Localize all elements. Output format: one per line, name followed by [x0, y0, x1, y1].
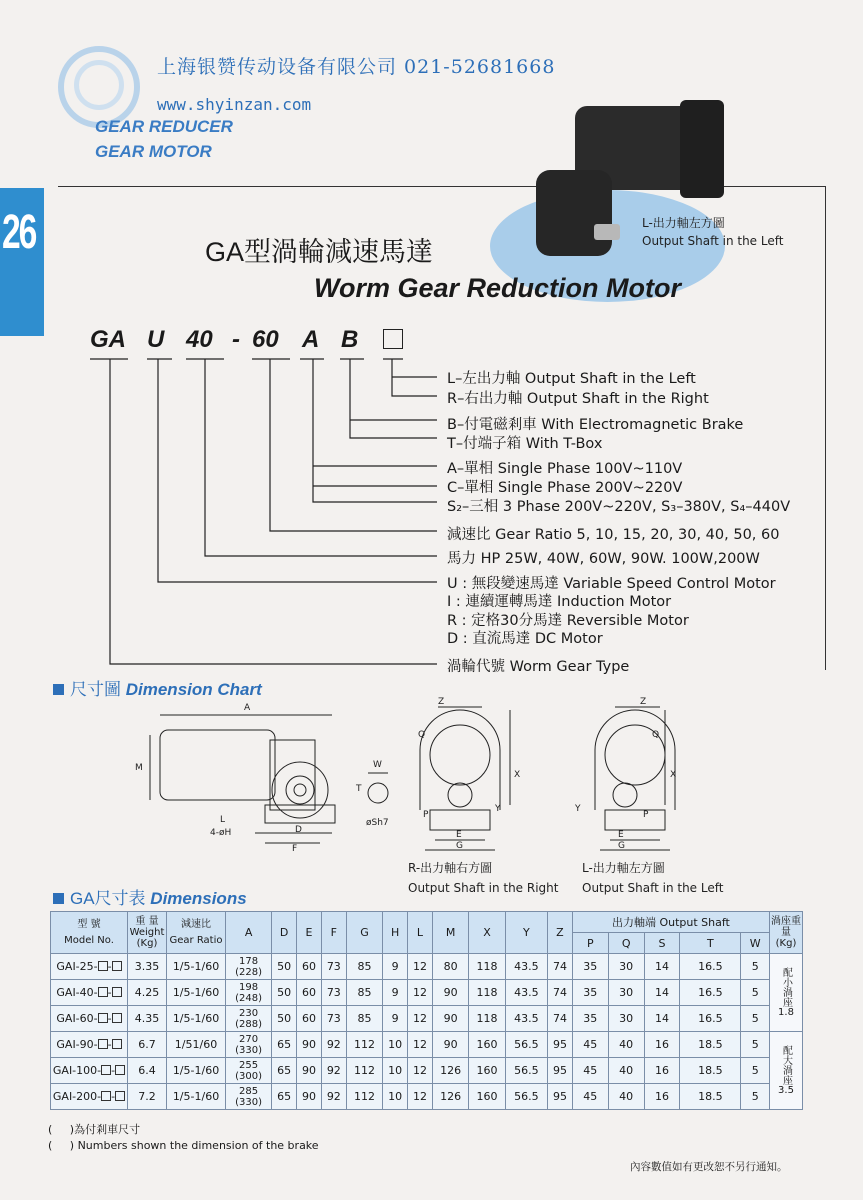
cell-weight: 4.35 [128, 1006, 167, 1032]
cell-t: 16.5 [680, 980, 741, 1006]
dim-label-z-right: Z [438, 697, 445, 707]
category-gear-reducer: GEAR REDUCER [95, 117, 233, 136]
desc-gear-ratio: 減速比 Gear Ratio 5, 10, 15, 20, 30, 40, 50, 60 [447, 527, 780, 543]
placeholder-box [101, 1065, 111, 1075]
cell-x: 160 [469, 1058, 505, 1084]
desc-phase-c: C–單相 Single Phase 200V~220V [447, 480, 683, 496]
cell-g: 85 [346, 1006, 382, 1032]
cell-q: 40 [608, 1084, 644, 1110]
cell-s: 16 [644, 1058, 680, 1084]
drawing-caption-left: L-出力軸左方圖 Output Shaft in the Left [582, 861, 724, 895]
note-brake-en: ( ) Numbers shown the dimension of the brake [48, 1139, 319, 1152]
code-part-a: A [302, 326, 320, 353]
dim-label-sh7: øSh7 [366, 818, 389, 828]
cell-d: 65 [272, 1058, 297, 1084]
table-row [51, 1032, 803, 1058]
cell-w: 5 [741, 954, 770, 980]
code-part-40: 40 [186, 326, 213, 353]
cell-e: 60 [297, 954, 322, 980]
dimension-drawings [120, 695, 720, 855]
cell-model: GAI-90- - [51, 1032, 128, 1058]
th-col-t: T [680, 933, 741, 954]
cell-ratio: 1/5-1/60 [167, 980, 226, 1006]
cell-y: 43.5 [505, 980, 547, 1006]
cell-ratio: 1/5-1/60 [167, 1006, 226, 1032]
cell-q: 40 [608, 1058, 644, 1084]
table-row [51, 954, 803, 980]
cell-m: 80 [432, 954, 468, 980]
cell-m: 126 [432, 1084, 468, 1110]
cell-ratio: 1/51/60 [167, 1032, 226, 1058]
cell-s: 16 [644, 1032, 680, 1058]
cell-ratio: 1/5-1/60 [167, 1084, 226, 1110]
cell-x: 160 [469, 1084, 505, 1110]
th-col-e: E [297, 912, 322, 954]
category-gear-motor: GEAR MOTOR [95, 142, 212, 161]
th-col-g: G [346, 912, 382, 954]
drawing-caption-right: R-出力軸右方圖 Output Shaft in the Right [408, 861, 559, 895]
cell-weight: 4.25 [128, 980, 167, 1006]
cell-f: 92 [321, 1084, 346, 1110]
th-col-m: M [432, 912, 468, 954]
th-weight: 重 量 Weight (Kg) [128, 912, 167, 954]
dim-label-w: W [373, 760, 382, 770]
cell-t: 18.5 [680, 1058, 741, 1084]
cell-f: 92 [321, 1058, 346, 1084]
cell-h: 9 [383, 954, 408, 980]
cell-weight: 6.4 [128, 1058, 167, 1084]
placeholder-box [101, 1091, 111, 1101]
footer-notice: 內容數值如有更改恕不另行通知。 [630, 1161, 788, 1173]
th-col-d: D [272, 912, 297, 954]
cell-a: 270 (330) [226, 1032, 272, 1058]
cell-l: 12 [408, 954, 433, 980]
desc-worm-type: 渦輪代號 Worm Gear Type [447, 659, 630, 675]
dimensions-heading: GA尺寸表 Dimensions [53, 884, 247, 909]
cell-h: 9 [383, 1006, 408, 1032]
photo-caption-cn: L-出力軸左方圖 [642, 216, 725, 230]
dim-label-d: D [295, 825, 302, 835]
product-title-en: Worm Gear Reduction Motor [314, 273, 682, 303]
dim-label-g-right: G [456, 841, 463, 851]
th-model: 型 號 Model No. [51, 912, 128, 954]
cell-g: 112 [346, 1032, 382, 1058]
desc-phase-a: A–單相 Single Phase 100V~110V [447, 461, 683, 477]
th-ratio: 減速比 Gear Ratio [167, 912, 226, 954]
th-col-z: Z [548, 912, 573, 954]
dimension-chart-heading: 尺寸圖 Dimension Chart [53, 675, 262, 700]
cell-weight: 7.2 [128, 1084, 167, 1110]
cell-q: 30 [608, 954, 644, 980]
desc-motor-i: I : 連續運轉馬達 Induction Motor [447, 594, 672, 610]
table-row [51, 1006, 803, 1032]
dim-label-l: L [220, 815, 226, 825]
cell-z: 74 [548, 1006, 573, 1032]
placeholder-box [98, 1039, 108, 1049]
cell-t: 16.5 [680, 954, 741, 980]
dim-label-m: M [135, 763, 143, 773]
cell-z: 95 [548, 1032, 573, 1058]
cell-e: 90 [297, 1058, 322, 1084]
dimensions-table [50, 911, 803, 1110]
company-name: 上海银赞传动设备有限公司 021-52681668 [157, 56, 556, 78]
code-part-60: 60 [252, 326, 279, 353]
cell-w: 5 [741, 1032, 770, 1058]
cell-f: 73 [321, 1006, 346, 1032]
cell-g: 85 [346, 980, 382, 1006]
cell-model: GAI-40- - [51, 980, 128, 1006]
cell-m: 126 [432, 1058, 468, 1084]
table-row [51, 980, 803, 1006]
dim-label-y-left: Y [575, 804, 581, 814]
code-part-ga: GA [90, 326, 126, 353]
desc-shaft-right: R–右出力軸 Output Shaft in the Right [447, 391, 709, 407]
desc-motor-u: U : 無段變速馬達 Variable Speed Control Motor [447, 576, 776, 592]
cell-model: GAI-200- - [51, 1084, 128, 1110]
cell-m: 90 [432, 1032, 468, 1058]
cell-t: 16.5 [680, 1006, 741, 1032]
cell-d: 65 [272, 1032, 297, 1058]
dim-label-a: A [244, 703, 251, 713]
cell-y: 56.5 [505, 1032, 547, 1058]
cell-p: 35 [572, 980, 608, 1006]
cell-h: 9 [383, 980, 408, 1006]
cell-y: 56.5 [505, 1084, 547, 1110]
cell-worm-large: 配大渦座 3.5 [770, 1032, 803, 1110]
cell-y: 43.5 [505, 1006, 547, 1032]
cell-t: 18.5 [680, 1084, 741, 1110]
cell-w: 5 [741, 1058, 770, 1084]
code-part-b: B [341, 326, 359, 353]
th-col-h: H [383, 912, 408, 954]
cell-q: 40 [608, 1032, 644, 1058]
placeholder-box [112, 961, 122, 971]
cell-l: 12 [408, 1058, 433, 1084]
cell-w: 5 [741, 1006, 770, 1032]
desc-phase-s: S₂–三相 3 Phase 200V~220V, S₃–380V, S₄–440V [447, 499, 791, 515]
cell-z: 95 [548, 1084, 573, 1110]
th-col-p: P [572, 933, 608, 954]
cell-l: 12 [408, 1032, 433, 1058]
company-website[interactable]: www.shyinzan.com [157, 95, 312, 114]
cell-x: 160 [469, 1032, 505, 1058]
cell-m: 90 [432, 980, 468, 1006]
code-part-dash: - [232, 326, 240, 353]
cell-s: 14 [644, 1006, 680, 1032]
photo-caption-en: Output Shaft in the Left [642, 234, 784, 248]
dim-label-e-left: E [618, 830, 624, 840]
desc-motor-d: D : 直流馬達 DC Motor [447, 631, 603, 647]
dim-label-g-left: G [618, 841, 625, 851]
cell-t: 18.5 [680, 1032, 741, 1058]
cell-a: 255 (300) [226, 1058, 272, 1084]
cell-model: GAI-25- - [51, 954, 128, 980]
table-row [51, 1084, 803, 1110]
cell-x: 118 [469, 980, 505, 1006]
cell-a: 198 (248) [226, 980, 272, 1006]
th-col-q: Q [608, 933, 644, 954]
cell-p: 35 [572, 954, 608, 980]
cell-s: 14 [644, 980, 680, 1006]
cell-f: 92 [321, 1032, 346, 1058]
cell-y: 56.5 [505, 1058, 547, 1084]
product-title-cn: GA型渦輪減速馬達 [205, 237, 434, 267]
dim-label-p-left: P [643, 810, 649, 820]
cell-x: 118 [469, 954, 505, 980]
dim-label-z-left: Z [640, 697, 647, 707]
cell-s: 16 [644, 1084, 680, 1110]
placeholder-box [115, 1065, 125, 1075]
cell-l: 12 [408, 1084, 433, 1110]
cell-x: 118 [469, 1006, 505, 1032]
cell-q: 30 [608, 980, 644, 1006]
th-col-x: X [469, 912, 505, 954]
th-col-w: W [741, 933, 770, 954]
th-col-l: L [408, 912, 433, 954]
placeholder-box [112, 1013, 122, 1023]
cell-g: 85 [346, 954, 382, 980]
cell-q: 30 [608, 1006, 644, 1032]
note-brake-cn: ( )為付剎車尺寸 [48, 1123, 141, 1136]
cell-p: 45 [572, 1058, 608, 1084]
desc-shaft-left: L–左出力軸 Output Shaft in the Left [447, 371, 696, 387]
cell-w: 5 [741, 1084, 770, 1110]
cell-l: 12 [408, 1006, 433, 1032]
desc-tbox: T–付端子箱 With T-Box [447, 436, 603, 452]
cell-model: GAI-60- - [51, 1006, 128, 1032]
cell-h: 10 [383, 1032, 408, 1058]
cell-y: 43.5 [505, 954, 547, 980]
cell-e: 60 [297, 1006, 322, 1032]
cell-model: GAI-100- - [51, 1058, 128, 1084]
placeholder-box [112, 1039, 122, 1049]
th-col-a: A [226, 912, 272, 954]
placeholder-box [98, 1013, 108, 1023]
table-body [51, 954, 803, 1110]
desc-horsepower: 馬力 HP 25W, 40W, 60W, 90W. 100W,200W [447, 551, 760, 567]
dim-label-p-right: P [423, 810, 429, 820]
page-number: 26 [2, 206, 36, 259]
cell-h: 10 [383, 1084, 408, 1110]
cell-z: 74 [548, 980, 573, 1006]
cell-e: 60 [297, 980, 322, 1006]
th-col-y: Y [505, 912, 547, 954]
heading-square-icon [53, 893, 64, 904]
cell-d: 50 [272, 954, 297, 980]
cell-a: 230 (288) [226, 1006, 272, 1032]
cell-w: 5 [741, 980, 770, 1006]
cell-e: 90 [297, 1032, 322, 1058]
cell-weight: 3.35 [128, 954, 167, 980]
cell-d: 50 [272, 1006, 297, 1032]
placeholder-box [98, 987, 108, 997]
cell-d: 65 [272, 1084, 297, 1110]
dim-label-f: F [292, 844, 298, 854]
heading-square-icon [53, 684, 64, 695]
code-part-u: U [147, 326, 165, 353]
th-col-f: F [321, 912, 346, 954]
cell-e: 90 [297, 1084, 322, 1110]
cell-weight: 6.7 [128, 1032, 167, 1058]
desc-motor-r: R : 定格30分馬達 Reversible Motor [447, 613, 689, 629]
dim-label-t: T [356, 784, 362, 794]
cell-p: 45 [572, 1032, 608, 1058]
cell-f: 73 [321, 980, 346, 1006]
cell-p: 35 [572, 1006, 608, 1032]
cell-m: 90 [432, 1006, 468, 1032]
cell-g: 112 [346, 1058, 382, 1084]
cell-ratio: 1/5-1/60 [167, 954, 226, 980]
cell-worm-small: 配小渦座 1.8 [770, 954, 803, 1032]
desc-brake: B–付電磁剎車 With Electromagnetic Brake [447, 417, 744, 433]
placeholder-box [98, 961, 108, 971]
cell-ratio: 1/5-1/60 [167, 1058, 226, 1084]
placeholder-box [115, 1091, 125, 1101]
cell-h: 10 [383, 1058, 408, 1084]
cell-a: 285 (330) [226, 1084, 272, 1110]
cell-g: 112 [346, 1084, 382, 1110]
cell-d: 50 [272, 980, 297, 1006]
placeholder-box [112, 987, 122, 997]
dim-label-q-left: Q [652, 730, 660, 740]
dim-label-4h: 4-øH [210, 828, 232, 838]
th-col-s: S [644, 933, 680, 954]
cell-p: 45 [572, 1084, 608, 1110]
cell-s: 14 [644, 954, 680, 980]
dim-label-x-left: X [670, 770, 677, 780]
cell-z: 95 [548, 1058, 573, 1084]
cell-f: 73 [321, 954, 346, 980]
table-row [51, 1058, 803, 1084]
cell-z: 74 [548, 954, 573, 980]
cell-a: 178 (228) [226, 954, 272, 980]
dim-label-q-right: Q [418, 730, 426, 740]
cell-l: 12 [408, 980, 433, 1006]
th-output-shaft: 出力軸端 Output Shaft [572, 912, 769, 933]
dim-label-y-right: Y [495, 804, 501, 814]
th-worm-weight: 渦座重量 (Kg) [770, 912, 803, 954]
dim-label-e-right: E [456, 830, 462, 840]
dim-label-x-right: X [514, 770, 521, 780]
